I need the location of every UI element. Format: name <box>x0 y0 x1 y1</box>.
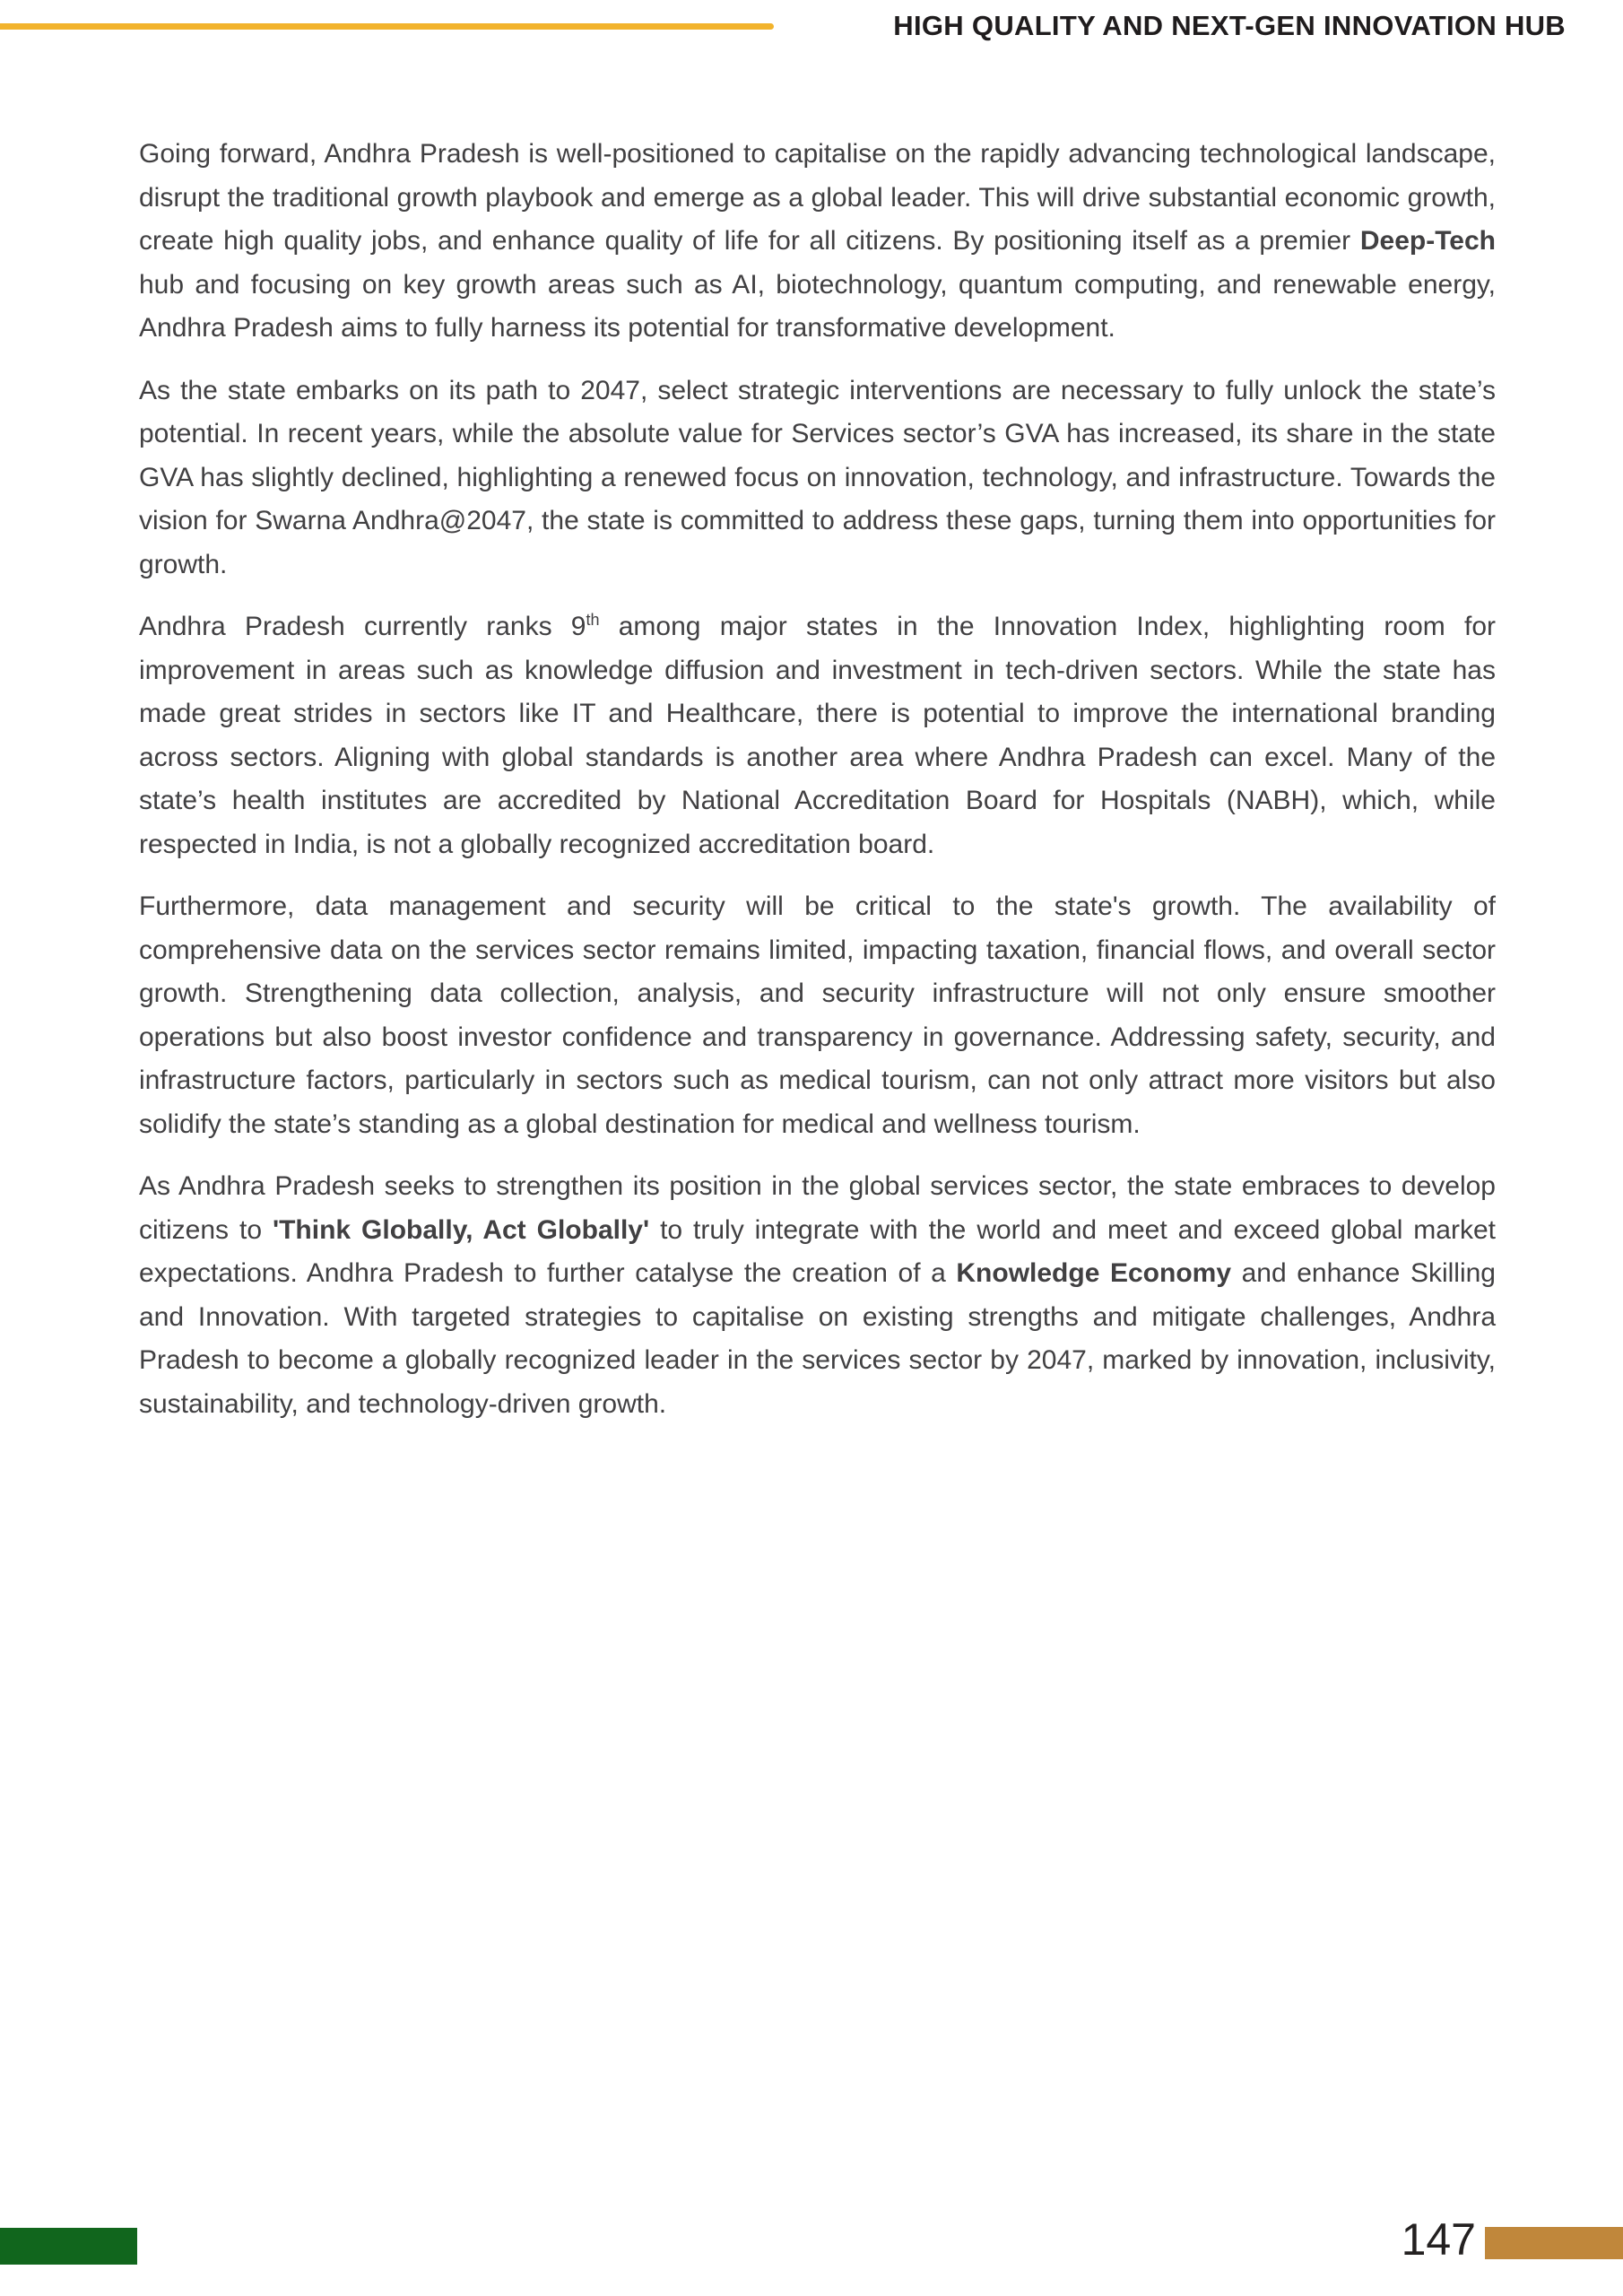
paragraph-5: As Andhra Pradesh seeks to strengthen its position in the global services sector, the state embraces to develop citizens to 'Think Globally, Act Globally' to truly integrate with the world and meet and exceed global market expectations. Andhra Pradesh to further catalyse the creation of a Knowledge Economy and enhance Skilling and Innovation. With targeted strategies to capitalise on existing strengths and mitigate challenges, Andhra Pradesh to become a globally recognized leader in the services sector by 2047, marked by innovation, inclusivity, sustainability, and technology-driven growth. <box>139 1171 1496 1419</box>
page-header-title: HIGH QUALITY AND NEXT-GEN INNOVATION HUB <box>893 10 1566 41</box>
document-body <box>139 133 1496 1445</box>
paragraph-4: Furthermore, data management and security will be critical to the state's growth. The availability of comprehensive data on the services sector remains limited, impacting taxation, financial flows, and overall sector growth. Strengthening data collection, analysis, and security infrastructure will not only ensure smoother operations but also boost investor confidence and transparency in governance. Addressing safety, security, and infrastructure factors, particularly in sectors such as medical tourism, can not only attract more visitors but also solidify the state’s standing as a global destination for medical and wellness tourism. <box>139 891 1496 1139</box>
header-gold-rule <box>0 23 774 30</box>
footer-green-bar <box>0 2228 137 2265</box>
footer-gold-bar <box>1485 2227 1623 2259</box>
page-number: 147 <box>1401 2214 1476 2265</box>
paragraph-1: Going forward, Andhra Pradesh is well-positioned to capitalise on the rapidly advancing technological landscape, disrupt the traditional growth playbook and emerge as a global leader. This will drive substantial economic growth, create high quality jobs, and enhance quality of life for all citizens. By positioning itself as a premier Deep-Tech hub and focusing on key growth areas such as AI, biotechnology, quantum computing, and renewable energy, Andhra Pradesh aims to fully harness its potential for transformative development. <box>139 139 1496 343</box>
paragraph-2: As the state embarks on its path to 2047, select strategic interventions are necessary to fully unlock the state’s potential. In recent years, while the absolute value for Services sector’s GVA has increased, its share in the state GVA has slightly declined, highlighting a renewed focus on innovation, technology, and infrastructure. Towards the vision for Swarna Andhra@2047, the state is committed to address these gaps, turning them into opportunities for growth. <box>139 375 1496 579</box>
paragraph-3: Andhra Pradesh currently ranks 9th among major states in the Innovation Index, highlighting room for improvement in areas such as knowledge diffusion and investment in tech-driven sectors. While the state has made great strides in sectors like IT and Healthcare, there is potential to improve the international branding across sectors. Aligning with global standards is another area where Andhra Pradesh can excel. Many of the state’s health institutes are accredited by National Accreditation Board for Hospitals (NABH), which, while respected in India, is not a globally recognized accreditation board. <box>139 611 1496 859</box>
